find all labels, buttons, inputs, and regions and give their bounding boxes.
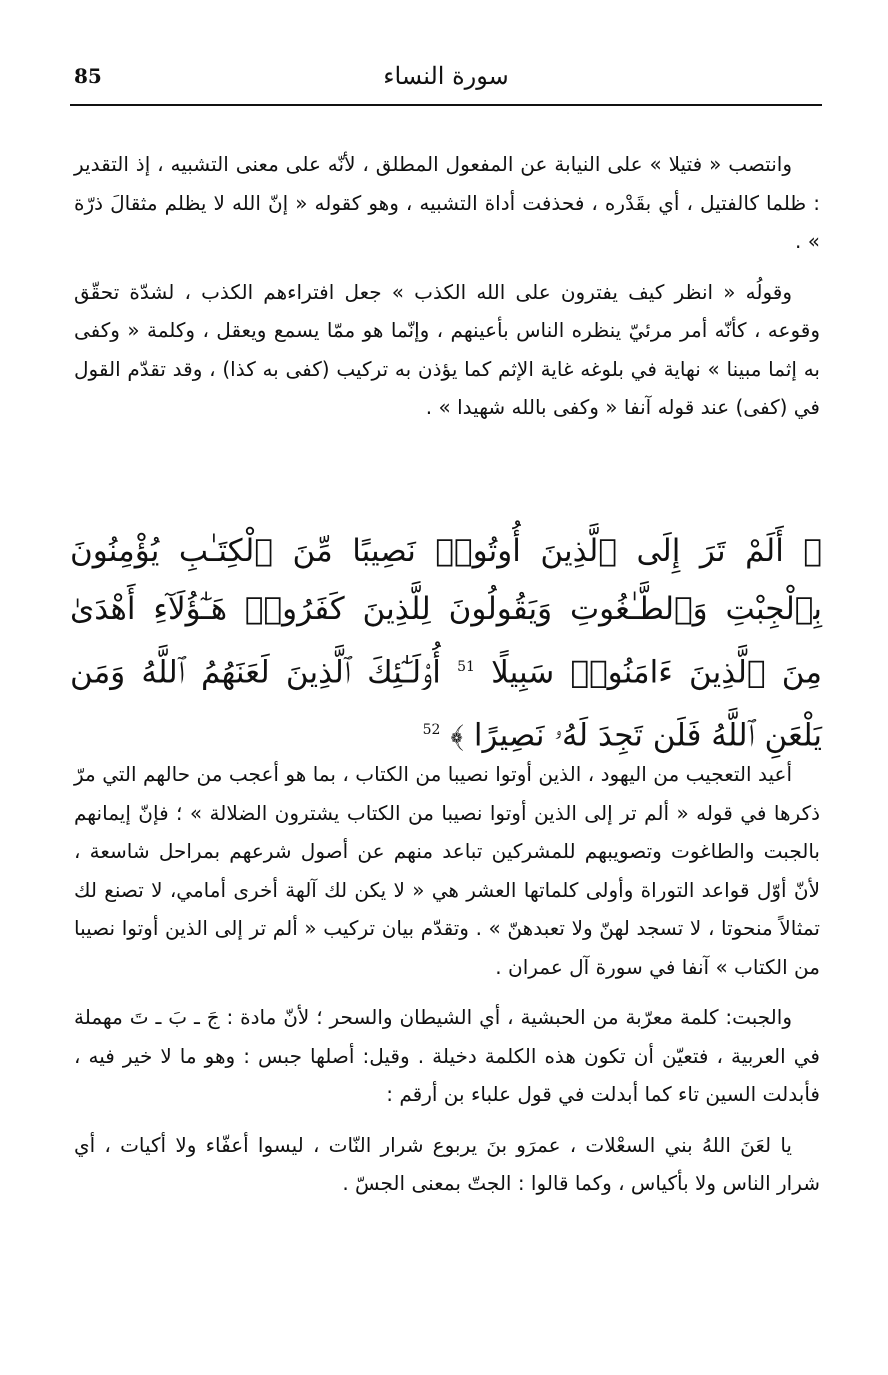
- verse-text: أُو۟لَـٰٓئِكَ ٱلَّذِينَ لَعَنَهُمُ ٱللَّهُ وَمَن يَلْعَنِ ٱللَّهُ فَلَن تَجِدَ لَهُۥ نَصِيرًا: [70, 654, 822, 754]
- page-number: 85: [74, 64, 102, 88]
- paragraph: وقولُه « انظر كيف يفترون على الله الكذب » جعل افتراءهم الكذب ، لشدّة تحقّق وقوعه ، كأنّه أمر مرئيّ ينظره الناس بأعينهم ، وإنّما هو ممّا يسمع ويعقل ، وكلمة « وكفى به إثما مبينا » نهاية في بلوغه غاية الإثم كما يؤذن به تركيب (كفى به كذا) ، وقد تقدّم القول في (كفى) عند قوله آنفا « وكفى بالله شهيدا » .: [74, 279, 820, 419]
- paragraph: يا لعَنَ اللهُ بني السعْلات ، عمرَو بنَ يربوع شرار النّات ، ليسوا أعفّاء ولا أكيات ، أي شرار الناس ولا بأكياس ، وكما قالوا : الجتّ بمعنى الجسّ .: [74, 1132, 820, 1195]
- commentary-section-1: [74, 145, 820, 427]
- verse-text: أَلَمْ تَرَ إِلَى ٱلَّذِينَ أُوتُوا۟ نَصِيبًا مِّنَ ٱلْكِتَـٰبِ يُؤْمِنُونَ بِٱلْجِبْتِ وَٱلطَّـٰغُوتِ وَيَقُولُونَ لِلَّذِينَ كَفَرُوا۟ هَـٰٓؤُلَآءِ أَهْدَىٰ مِنَ ٱلَّذِينَ ءَامَنُوا۟ سَبِيلًا: [70, 533, 822, 691]
- quran-verse: [70, 522, 822, 765]
- commentary-section-2: [74, 755, 820, 1203]
- paragraph: وانتصب « فتيلا » على النيابة عن المفعول المطلق ، لأنّه على معنى التشبيه ، إذ التقدير : ظلما كالفتيل ، أي بقَدْره ، فحذفت أداة التشبيه ، وهو كقوله « إنّ الله لا يظلم مثقالَ ذرّة » .: [74, 152, 820, 253]
- verse-number: 51: [457, 659, 475, 675]
- paragraph: أعيد التعجيب من اليهود ، الذين أوتوا نصيبا من الكتاب ، بما هو أعجب من حالهم التي مرّ ذكرها في قوله « ألم تر إلى الذين أوتوا نصيبا من الكتاب يشترون الضلالة » ؛ فإنّ إيمانهم بالجبت والطاغوت وتصويبهم للمشركين تباعد منهم عن أصول شرعهم بمراحل شاسعة ، لأنّ أوّل قواعد التوراة وأولى كلماتها العشر هي « لا يكن لك آلهة أخرى أمامي، لا تصنع لك تمثالاً منحوتا ، لا تسجد لهنّ ولا تعبدهنّ » . وتقدّم بيان تركيب « ألم تر إلى الذين أوتوا نصيبا من الكتاب » آنفا في سورة آل عمران .: [74, 762, 820, 979]
- verse-open-bracket: ﴿: [803, 533, 822, 569]
- header-rule: [70, 104, 822, 106]
- paragraph: والجبت: كلمة معرّبة من الحبشية ، أي الشيطان والسحر ؛ لأنّ مادة : جَ ـ بَ ـ تَ مهملة في العربية ، فتعيّن أن تكون هذه الكلمة دخيلة . وقيل: أصلها جبس : وهو ما لا خير فيه ، فأبدلت السين تاء كما أبدلت في قول علباء بن أرقم :: [74, 1005, 820, 1106]
- verse-close-bracket: ﴾: [450, 717, 464, 754]
- page-header: [70, 60, 822, 108]
- verse-number: 52: [422, 722, 441, 739]
- running-title: سورة النساء: [383, 62, 509, 90]
